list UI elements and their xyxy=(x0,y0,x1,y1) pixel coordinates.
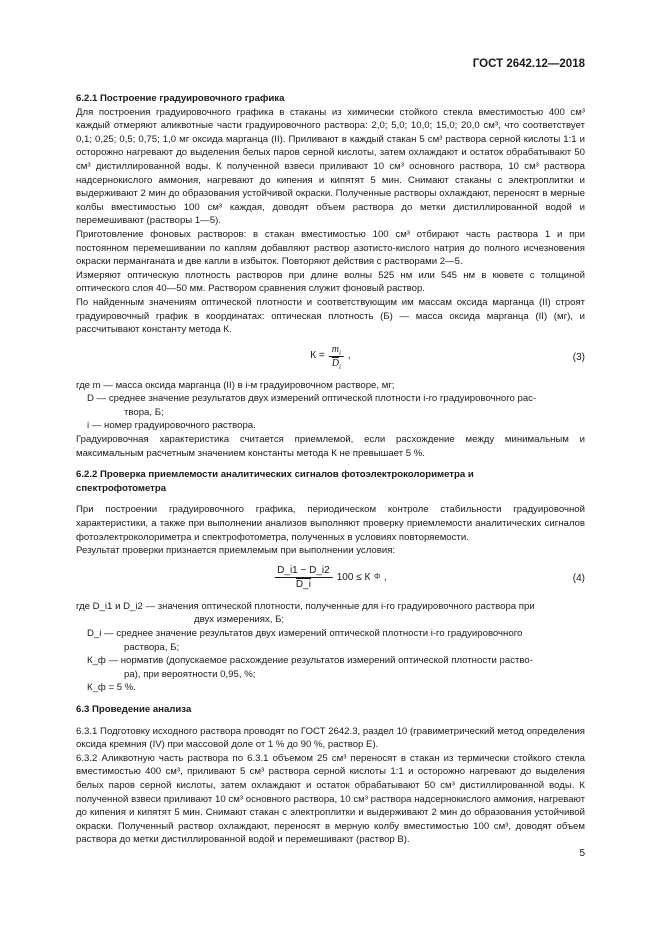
formula-denominator: $\overline{D}$ xyxy=(331,357,339,369)
paragraph: Приготовление фоновых растворов: в стакан вместимостью 100 см³ отбирают часть раствора 1 и при постоянном перемешивании по каплям добавляют раствор азотисто-кислого натрия до полного исчезновения окраски перманганата и две капли в избыток. Повторяют действия с растворами 2—5. xyxy=(76,228,585,268)
section-heading-6-2-1: 6.2.1 Построение градуировочного графика xyxy=(76,93,285,104)
formula-lhs: К = xyxy=(310,350,325,362)
paragraph: 6.3.2 Аликвотную часть раствора по 6.3.1 объемом 25 см³ переносят в стакан из термически стойкого стекла вместимостью 400 см³, приливают 5 см³ раствора серной кислоты 1:1 и осторожно нагревают до выделения белых паров серной кислоты, затем охлаждают и остаток обрабатывают 50 см³ дистиллированной воды. К полученной взвеси приливают 10 см³ основного раствора, 10 см³ раствора надсернокислого аммония, нагревают до кипения и кипятят 5 мин. Снимают стакан с электроплитки и выдерживают 2 мин до образования устойчивой окраски. Полученный раствор охлаждают, переносят в мерную колбу вместимостью 100 см³, доводят объем раствора до метки дистиллированной водой и перемешивают (раствор В). xyxy=(76,752,585,846)
formula-numerator: D_i1 − D_i2 xyxy=(274,564,333,578)
formula-fraction xyxy=(274,564,333,591)
definition-di1-cont: двух измерениях, Б; xyxy=(194,614,285,626)
section-heading-6-3: 6.3 Проведение анализа xyxy=(76,703,192,715)
paragraph: 6.3.1 Подготовку исходного раствора проводят по ГОСТ 2642.3, раздел 10 (гравиметрический метод определения оксида кремния (IV) при массовой доле от 1 % до 90 %, раствор Е). xyxy=(76,725,585,751)
formula-denominator: D_i xyxy=(295,578,311,590)
paragraph: Для построения градуировочного графика в стаканы из химически стойкого стекла вместимостью 400 см³ каждый отмеряют аликвотные части градуировочного раствора: 2,0; 5,0; 10,0; 15,0; 20,0 см³, что соответствует 0,1; 0,25; 0,5; 0,75; 1,0 мг оксида марганца (II). Приливают в каждый стакан 5 см³ раствора серной кислоты 1:1 и осторожно нагревают до выделения белых паров серной кислоты, затем охлаждают и остаток обрабатывают 50 см³ дистиллированной воды. К полученной взвеси приливают 10 см³ основного раствора, 10 см³ раствора надсернокислого аммония, нагревают до кипения и кипятят 5 мин. Снимают стаканы с электроплитки и выдерживают 2 мин до образования устойчивой окраски. Полученные растворы охлаждают, переносят в мерные колбы вместимостью 100 см³ каждая, доводят объем раствора до метки дистиллированной водой и перемешивают (растворы 1—5). xyxy=(76,106,585,227)
definition-d-cont: твора, Б; xyxy=(124,406,164,418)
definition-m: где m — масса оксида марганца (II) в i-м градуировочном растворе, мг; xyxy=(76,379,395,391)
formula-end: , xyxy=(384,571,387,583)
definition-kf-value: К_ф = 5 %. xyxy=(87,682,136,694)
paragraph: При построении градуировочного графика, периодическом контроле стабильности градуировочной характеристики, а также при выполнении анализов выполняют проверку приемлемости аналитических сигналов фотоэлектроколориметра и спектрофотометра, полученных в условиях повторяемости. xyxy=(76,504,585,543)
paragraph: Результат проверки признается приемлемым при выполнении условия: xyxy=(76,545,396,557)
equation-number: (3) xyxy=(572,351,585,363)
section-heading-6-2-2: 6.2.2 Проверка приемлемости аналитических сигналов фотоэлектроколориметра и xyxy=(76,469,474,481)
formula-4: $\frac{D\_i1 - D\_i2}{D\_i}$ 100 ≤ К ф , (4) xyxy=(76,562,585,596)
definition-d: D — среднее значение результатов двух измерений оптической плотности i-го градуировочного рас- xyxy=(87,393,537,405)
equation-number: (4) xyxy=(572,572,585,584)
paragraph: Измеряют оптическую плотность растворов при длине волны 525 нм или 545 нм в кювете с толщиной оптического слоя 40—50 мм. Раствором сравнения служит фоновый раствор. xyxy=(76,269,585,295)
document-body xyxy=(76,92,585,847)
formula-tail: 100 ≤ К xyxy=(336,571,371,583)
formula-numerator: m xyxy=(331,343,339,355)
page-number: 5 xyxy=(579,848,585,859)
definition-kf-cont: ра), при вероятности 0,95, %; xyxy=(124,668,256,680)
definition-di-cont: раствора, Б; xyxy=(124,641,180,653)
standard-number: ГОСТ 2642.12—2018 xyxy=(472,58,585,70)
formula-fraction: $\frac{m_i}{\overline{D}_i}$ xyxy=(329,343,344,370)
paragraph: По найденным значениям оптической плотности и соответствующим им массам оксида марганца (II) строят градуировочный график в координатах: оптическая плотность (Б) — масса оксида марганца (II) (мг), и рассчитывают константу метода К. xyxy=(76,296,585,336)
definition-di: D_i — среднее значение результатов двух измерений оптической плотности i-го градуировочного xyxy=(87,628,523,639)
formula-tail: , xyxy=(347,350,351,362)
definition-i: i — номер градуировочного раствора. xyxy=(87,420,256,432)
formula-3 xyxy=(76,341,585,375)
paragraph: Градуировочная характеристика считается приемлемой, если расхождение между минимальным и максимальным расчетным значением константы метода К не превышает 5 %. xyxy=(76,434,585,459)
definition-kf: К_ф — норматив (допускаемое расхождение результатов измерений оптической плотности раство- xyxy=(87,655,533,667)
definition-di1: где D_i1 и D_i2 — значения оптической плотности, полученные для i-го градуировочного раствора при xyxy=(76,600,535,612)
section-heading-6-2-2-cont: спектрофотометра xyxy=(76,482,167,494)
